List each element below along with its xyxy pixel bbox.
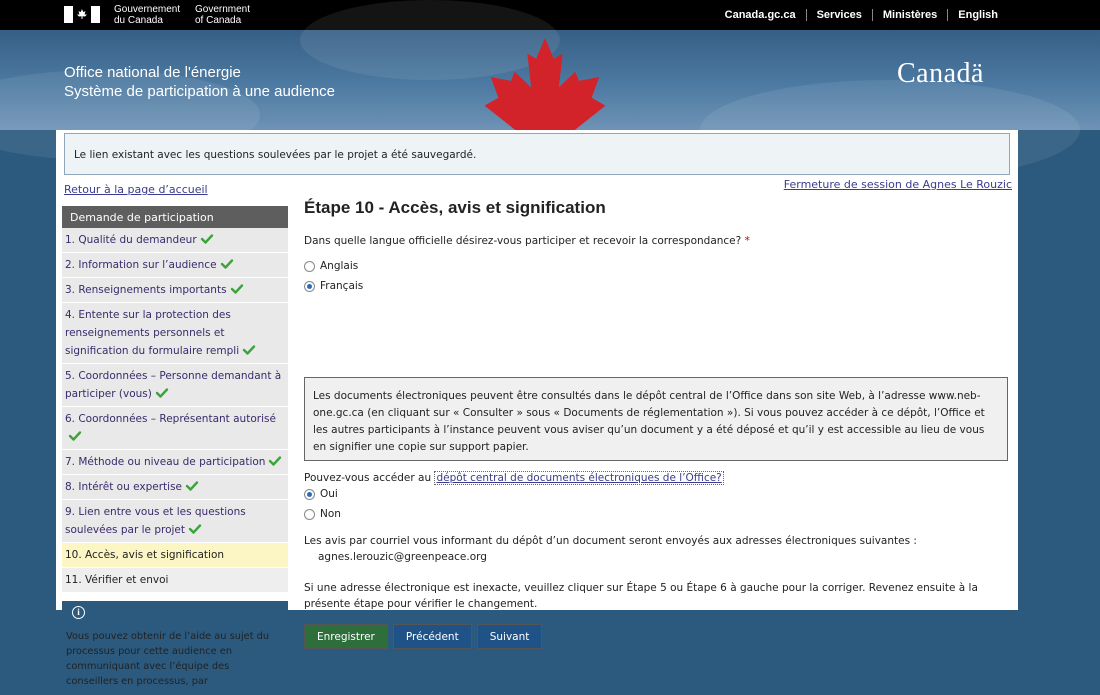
language-question [304,235,750,247]
sidebar-item-step-10[interactable] [62,543,288,568]
help-text: Vous pouvez obtenir de l’aide au sujet du processus pour cette audience en communiquant avec l’équipe des conseillers en processus, par [66,631,270,687]
page-title: Étape 10 - Accès, avis et signification [304,198,606,217]
site-title-line-1: Office national de l'énergie [64,64,241,81]
email-address: agnes.lerouzic@greenpeace.org [318,551,487,563]
gov-name-en: Government of Canada [195,4,251,26]
radio-label-anglais: Anglais [320,260,359,272]
sidebar-item-label: 2. Information sur l’audience [65,259,217,271]
checkmark-icon [231,284,243,294]
nav-services-link[interactable]: Services [806,9,872,21]
site-title [64,63,335,101]
sidebar-item-label: 9. Lien entre vous et les questions soulevées par le projet [65,506,246,536]
gov-name-fr: Gouvernement du Canada [114,4,181,26]
top-nav [715,9,1008,21]
help-box [62,601,288,695]
sidebar-heading: Demande de participation [62,206,288,228]
logout-link[interactable]: Fermeture de session de Agnes Le Rouzic [783,178,1012,191]
sidebar-item-step-9[interactable] [62,500,288,543]
checkmark-icon [201,234,213,244]
sidebar [62,206,288,695]
checkmark-icon [156,388,168,398]
step-content [304,198,1010,643]
sidebar-item-step-1[interactable] [62,228,288,253]
sidebar-item-label: 5. Coordonnées – Personne demandant à participer (vous) [65,370,282,400]
info-icon: i [72,606,85,619]
sidebar-item-label: 4. Entente sur la protection des renseignements personnels et signification du formulaire rempli [65,309,240,357]
sidebar-item-label: 8. Intérêt ou expertise [65,481,182,493]
main-panel [56,130,1018,687]
radio-button[interactable] [304,261,315,272]
checkmark-icon [186,481,198,491]
sidebar-item-step-3[interactable] [62,278,288,303]
radio-button[interactable] [304,489,315,500]
checkmark-icon [189,524,201,534]
site-title-line-2: Système de participation à une audience [64,83,336,100]
canada-wordmark: Canadä [897,58,984,89]
checkmark-icon [269,456,281,466]
language-question-text: Dans quelle langue officielle désirez-vous participer et recevoir la correspondance? [304,235,742,247]
sidebar-item-step-4[interactable] [62,303,288,364]
nav-canada-link[interactable]: Canada.gc.ca [724,9,796,21]
radio-anglais[interactable] [304,260,358,272]
sidebar-item-step-2[interactable] [62,253,288,278]
sidebar-item-step-8[interactable] [62,475,288,500]
previous-button[interactable]: Précédent [393,624,472,649]
fix-email-note: Si une adresse électronique est inexacte, veuillez cliquer sur Étape 5 ou Étape 6 à gauche pour la corriger. Revenez ensuite à la présente étape pour vérifier le changement. [304,582,978,610]
nav-ministeres-link[interactable]: Ministères [872,9,947,21]
sidebar-item-label: 10. Accès, avis et signification [65,549,225,561]
nav-english-link[interactable]: English [947,9,1008,21]
email-intro: Les avis par courriel vous informant du dépôt d’un document seront envoyés aux adresses électroniques suivantes : [304,535,917,547]
sidebar-item-step-7[interactable] [62,450,288,475]
email-notice [304,533,917,565]
sidebar-item-step-6[interactable] [62,407,288,450]
canada-flag-icon [64,6,100,23]
help-header [63,602,287,624]
sidebar-item-label: 11. Vérifier et envoi [65,574,169,586]
access-question [304,472,724,484]
checkmark-icon [221,259,233,269]
radio-label-oui: Oui [320,488,338,500]
next-button[interactable]: Suivant [477,624,543,649]
repository-notice: Les documents électroniques peuvent être consultés dans le dépôt central de l’Office dans son site Web, à l’adresse www.neb-one.gc.ca (en cliquant sur « Consulter » sous « Documents de réglementation »). Si vous pouvez accéder à ce dépôt, l’Office et les autres participants à l’instance peuvent vous aviser qu’un document y a été déposé et qu’il y est accessible au lieu de vous en signifier une copie sur support papier. [304,377,1008,461]
repository-link[interactable]: dépôt central de documents électroniques de l’Office? [436,472,722,484]
back-home-link[interactable]: Retour à la page d’accueil [64,183,208,196]
radio-oui[interactable] [304,488,338,500]
checkmark-icon [243,345,255,355]
radio-label-francais: Français [320,280,364,292]
radio-francais[interactable] [304,280,363,292]
sidebar-item-label: 7. Méthode ou niveau de participation [65,456,266,468]
sidebar-items [62,228,288,593]
checkmark-icon [69,431,81,441]
sidebar-item-step-11[interactable] [62,568,288,593]
sidebar-item-step-5[interactable] [62,364,288,407]
radio-button[interactable] [304,281,315,292]
action-buttons [304,624,542,649]
status-message: Le lien existant avec les questions soulevées par le projet a été sauvegardé. [64,133,1010,175]
sidebar-item-label: 6. Coordonnées – Représentant autorisé [65,413,276,425]
radio-button[interactable] [304,509,315,520]
radio-non[interactable] [304,508,341,520]
access-question-text: Pouvez-vous accéder au [304,472,432,484]
sidebar-item-label: 1. Qualité du demandeur [65,234,197,246]
site-banner [0,30,1100,130]
required-mark: * [744,235,750,247]
sidebar-item-label: 3. Renseignements importants [65,284,227,296]
radio-label-non: Non [320,508,341,520]
save-button[interactable]: Enregistrer [304,624,388,649]
